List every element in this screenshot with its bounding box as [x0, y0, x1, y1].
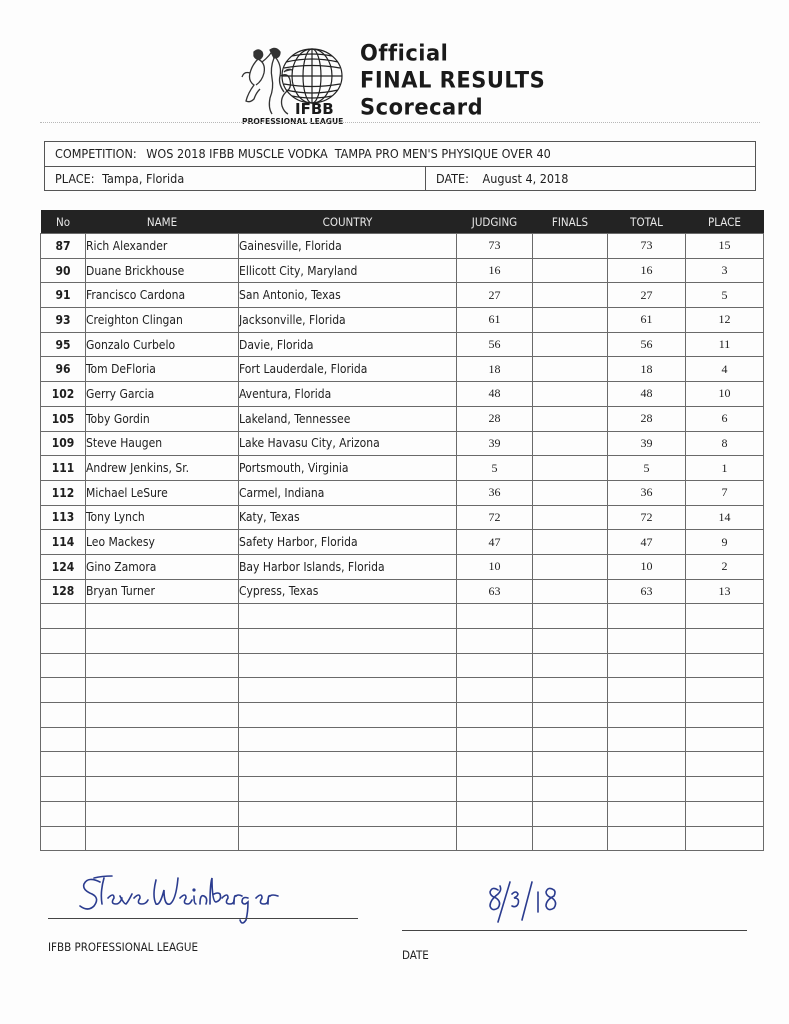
empty-cell-judging[interactable] [457, 752, 533, 777]
cell-judging: 16 [457, 258, 533, 283]
results-table [40, 210, 764, 851]
col-header-name: NAME [86, 210, 239, 234]
cell-name: Steve Haugen [86, 431, 239, 456]
cell-name: Toby Gordin [86, 406, 239, 431]
title-line-scorecard: Scorecard [360, 94, 484, 120]
empty-cell-country[interactable] [239, 826, 457, 851]
table-row [41, 406, 764, 431]
cell-no: 102 [41, 382, 86, 407]
empty-cell-total[interactable] [608, 752, 686, 777]
date-signature-label: DATE [402, 948, 429, 962]
empty-cell-total[interactable] [608, 826, 686, 851]
cell-judging: 73 [457, 234, 533, 259]
cell-no: 114 [41, 530, 86, 555]
cell-place: 2 [686, 554, 764, 579]
table-row [41, 530, 764, 555]
table-row [41, 283, 764, 308]
cell-name: Andrew Jenkins, Sr. [86, 456, 239, 481]
place-date-row [45, 167, 755, 190]
cell-country: Davie, Florida [239, 332, 457, 357]
empty-cell-judging[interactable] [457, 826, 533, 851]
cell-place: 8 [686, 431, 764, 456]
ifbb-logo [240, 42, 352, 126]
cell-place: 12 [686, 308, 764, 333]
cell-finals [533, 406, 608, 431]
cell-judging: 10 [457, 554, 533, 579]
cell-finals [533, 456, 608, 481]
empty-cell-judging[interactable] [457, 727, 533, 752]
table-row [41, 258, 764, 283]
empty-cell-name[interactable] [86, 604, 239, 629]
empty-cell-total[interactable] [608, 727, 686, 752]
logo-league-text: PROFESSIONAL LEAGUE [242, 117, 344, 126]
table-row [41, 357, 764, 382]
table-row [41, 431, 764, 456]
col-header-judging: JUDGING [457, 210, 533, 234]
cell-total: 56 [608, 332, 686, 357]
cell-country: Ellicott City, Maryland [239, 258, 457, 283]
cell-place: 9 [686, 530, 764, 555]
empty-cell-country[interactable] [239, 752, 457, 777]
place-label: PLACE: [55, 171, 95, 186]
empty-cell-country[interactable] [239, 801, 457, 826]
table-row [41, 480, 764, 505]
empty-cell-no[interactable] [41, 801, 86, 826]
globe-icon [282, 49, 342, 103]
empty-table-row [41, 777, 764, 802]
title-line-final-results: FINAL RESULTS [360, 67, 546, 93]
cell-judging: 36 [457, 480, 533, 505]
table-row [41, 456, 764, 481]
empty-cell-total[interactable] [608, 653, 686, 678]
date-value: August 4, 2018 [482, 171, 569, 186]
cell-name: Gonzalo Curbelo [86, 332, 239, 357]
empty-cell-country[interactable] [239, 777, 457, 802]
table-row [41, 579, 764, 604]
cell-place: 7 [686, 480, 764, 505]
cell-name: Tony Lynch [86, 505, 239, 530]
col-header-place: PLACE [686, 210, 764, 234]
date-handwriting [480, 878, 570, 928]
cell-judging: 39 [457, 431, 533, 456]
cell-finals [533, 283, 608, 308]
empty-cell-total[interactable] [608, 777, 686, 802]
empty-cell-name[interactable] [86, 629, 239, 654]
cell-judging: 28 [457, 406, 533, 431]
empty-cell-total[interactable] [608, 801, 686, 826]
empty-cell-place[interactable] [686, 653, 764, 678]
empty-cell-name[interactable] [86, 777, 239, 802]
competition-row [45, 142, 755, 167]
empty-cell-total[interactable] [608, 678, 686, 703]
empty-cell-no[interactable] [41, 752, 86, 777]
cell-total: 73 [608, 234, 686, 259]
logo-ifbb-text: IFBB [295, 100, 334, 118]
date-line [402, 930, 747, 931]
cell-place: 5 [686, 283, 764, 308]
cell-total: 61 [608, 308, 686, 333]
cell-finals [533, 530, 608, 555]
cell-place: 3 [686, 258, 764, 283]
cell-no: 124 [41, 554, 86, 579]
empty-cell-country[interactable] [239, 703, 457, 728]
empty-cell-finals[interactable] [533, 801, 608, 826]
table-row [41, 505, 764, 530]
empty-table-row [41, 826, 764, 851]
cell-finals [533, 258, 608, 283]
cell-total: 18 [608, 357, 686, 382]
empty-cell-no[interactable] [41, 629, 86, 654]
empty-cell-finals[interactable] [533, 629, 608, 654]
empty-cell-place[interactable] [686, 703, 764, 728]
empty-cell-no[interactable] [41, 703, 86, 728]
cell-total: 63 [608, 579, 686, 604]
table-header-row [41, 210, 764, 234]
cell-total: 39 [608, 431, 686, 456]
empty-cell-place[interactable] [686, 752, 764, 777]
empty-cell-name[interactable] [86, 801, 239, 826]
scorecard-title [360, 40, 545, 121]
empty-cell-place[interactable] [686, 826, 764, 851]
cell-place: 4 [686, 357, 764, 382]
empty-cell-finals[interactable] [533, 703, 608, 728]
cell-finals [533, 579, 608, 604]
empty-cell-no[interactable] [41, 826, 86, 851]
cell-place: 10 [686, 382, 764, 407]
empty-cell-name[interactable] [86, 653, 239, 678]
empty-cell-country[interactable] [239, 678, 457, 703]
cell-place: 15 [686, 234, 764, 259]
cell-judging: 27 [457, 283, 533, 308]
cell-country: Aventura, Florida [239, 382, 457, 407]
empty-table-row [41, 752, 764, 777]
col-header-total: TOTAL [608, 210, 686, 234]
empty-table-row [41, 604, 764, 629]
cell-total: 47 [608, 530, 686, 555]
cell-no: 111 [41, 456, 86, 481]
empty-table-row [41, 653, 764, 678]
cell-country: Carmel, Indiana [239, 480, 457, 505]
cell-finals [533, 357, 608, 382]
cell-country: Fort Lauderdale, Florida [239, 357, 457, 382]
cell-no: 93 [41, 308, 86, 333]
empty-cell-judging[interactable] [457, 604, 533, 629]
cell-judging: 56 [457, 332, 533, 357]
empty-cell-no[interactable] [41, 727, 86, 752]
competition-value: WOS 2018 IFBB MUSCLE VODKA TAMPA PRO MEN'S PHYSIQUE OVER 40 [146, 146, 551, 161]
empty-cell-total[interactable] [608, 604, 686, 629]
empty-cell-name[interactable] [86, 703, 239, 728]
cell-total: 10 [608, 554, 686, 579]
table-row [41, 308, 764, 333]
cell-no: 95 [41, 332, 86, 357]
cell-name: Duane Brickhouse [86, 258, 239, 283]
cell-finals [533, 431, 608, 456]
cell-country: Portsmouth, Virginia [239, 456, 457, 481]
cell-country: Lake Havasu City, Arizona [239, 431, 457, 456]
cell-judging: 61 [457, 308, 533, 333]
cell-finals [533, 382, 608, 407]
table-row [41, 554, 764, 579]
cell-country: Gainesville, Florida [239, 234, 457, 259]
cell-name: Francisco Cardona [86, 283, 239, 308]
empty-table-row [41, 678, 764, 703]
empty-cell-no[interactable] [41, 604, 86, 629]
cell-name: Gerry Garcia [86, 382, 239, 407]
empty-cell-finals[interactable] [533, 653, 608, 678]
cell-name: Gino Zamora [86, 554, 239, 579]
cell-no: 112 [41, 480, 86, 505]
empty-cell-finals[interactable] [533, 678, 608, 703]
cell-place: 14 [686, 505, 764, 530]
empty-cell-judging[interactable] [457, 653, 533, 678]
table-row [41, 234, 764, 259]
table-row [41, 382, 764, 407]
empty-cell-total[interactable] [608, 629, 686, 654]
cell-country: Katy, Texas [239, 505, 457, 530]
results-table-body [41, 234, 764, 851]
cell-finals [533, 554, 608, 579]
signer-label: IFBB PROFESSIONAL LEAGUE [48, 940, 199, 954]
empty-cell-place[interactable] [686, 777, 764, 802]
cell-place: 13 [686, 579, 764, 604]
empty-cell-judging[interactable] [457, 678, 533, 703]
place-cell [45, 167, 426, 190]
empty-cell-country[interactable] [239, 604, 457, 629]
cell-total: 36 [608, 480, 686, 505]
cell-total: 27 [608, 283, 686, 308]
cell-no: 91 [41, 283, 86, 308]
empty-cell-judging[interactable] [457, 777, 533, 802]
empty-cell-judging[interactable] [457, 703, 533, 728]
empty-table-row [41, 629, 764, 654]
title-line-official: Official [360, 40, 449, 66]
cell-judging: 47 [457, 530, 533, 555]
cell-country: Safety Harbor, Florida [239, 530, 457, 555]
cell-country: Bay Harbor Islands, Florida [239, 554, 457, 579]
dotted-divider [40, 122, 760, 123]
signature-line [48, 918, 358, 919]
cell-name: Michael LeSure [86, 480, 239, 505]
empty-cell-country[interactable] [239, 653, 457, 678]
cell-name: Tom DeFloria [86, 357, 239, 382]
cell-judging: 63 [457, 579, 533, 604]
col-header-finals: FINALS [533, 210, 608, 234]
empty-cell-finals[interactable] [533, 727, 608, 752]
cell-finals [533, 480, 608, 505]
date-label: DATE: [436, 171, 469, 186]
empty-cell-finals[interactable] [533, 826, 608, 851]
cell-no: 113 [41, 505, 86, 530]
empty-cell-country[interactable] [239, 727, 457, 752]
cell-place: 6 [686, 406, 764, 431]
empty-cell-place[interactable] [686, 604, 764, 629]
empty-cell-place[interactable] [686, 801, 764, 826]
place-value: Tampa, Florida [102, 171, 185, 186]
signature-handwriting [70, 868, 300, 928]
cell-no: 96 [41, 357, 86, 382]
empty-table-row [41, 703, 764, 728]
cell-total: 72 [608, 505, 686, 530]
cell-name: Creighton Clingan [86, 308, 239, 333]
table-row [41, 332, 764, 357]
empty-cell-name[interactable] [86, 826, 239, 851]
empty-cell-name[interactable] [86, 678, 239, 703]
empty-cell-no[interactable] [41, 678, 86, 703]
cell-total: 16 [608, 258, 686, 283]
empty-cell-name[interactable] [86, 727, 239, 752]
empty-table-row [41, 801, 764, 826]
cell-judging: 18 [457, 357, 533, 382]
cell-judging: 72 [457, 505, 533, 530]
empty-cell-no[interactable] [41, 653, 86, 678]
cell-total: 5 [608, 456, 686, 481]
col-header-no: No [41, 210, 86, 234]
empty-cell-judging[interactable] [457, 801, 533, 826]
cell-total: 28 [608, 406, 686, 431]
cell-name: Rich Alexander [86, 234, 239, 259]
cell-place: 1 [686, 456, 764, 481]
cell-country: Cypress, Texas [239, 579, 457, 604]
empty-cell-no[interactable] [41, 777, 86, 802]
cell-total: 48 [608, 382, 686, 407]
cell-judging: 48 [457, 382, 533, 407]
cell-finals [533, 308, 608, 333]
cell-judging: 5 [457, 456, 533, 481]
empty-cell-place[interactable] [686, 727, 764, 752]
empty-cell-country[interactable] [239, 629, 457, 654]
cell-no: 87 [41, 234, 86, 259]
athletes-figure-icon [242, 48, 292, 114]
empty-cell-name[interactable] [86, 752, 239, 777]
cell-name: Leo Mackesy [86, 530, 239, 555]
cell-finals [533, 332, 608, 357]
cell-finals [533, 234, 608, 259]
date-cell [426, 167, 568, 190]
cell-name: Bryan Turner [86, 579, 239, 604]
cell-country: Lakeland, Tennessee [239, 406, 457, 431]
empty-cell-judging[interactable] [457, 629, 533, 654]
cell-no: 128 [41, 579, 86, 604]
cell-no: 90 [41, 258, 86, 283]
empty-table-row [41, 727, 764, 752]
empty-cell-place[interactable] [686, 678, 764, 703]
competition-label: COMPETITION: [55, 146, 137, 161]
empty-cell-total[interactable] [608, 703, 686, 728]
empty-cell-place[interactable] [686, 629, 764, 654]
empty-cell-finals[interactable] [533, 752, 608, 777]
cell-country: San Antonio, Texas [239, 283, 457, 308]
empty-cell-finals[interactable] [533, 777, 608, 802]
cell-place: 11 [686, 332, 764, 357]
cell-no: 105 [41, 406, 86, 431]
col-header-country: COUNTRY [239, 210, 457, 234]
competition-info-box [44, 141, 756, 191]
cell-country: Jacksonville, Florida [239, 308, 457, 333]
cell-finals [533, 505, 608, 530]
cell-no: 109 [41, 431, 86, 456]
empty-cell-finals[interactable] [533, 604, 608, 629]
